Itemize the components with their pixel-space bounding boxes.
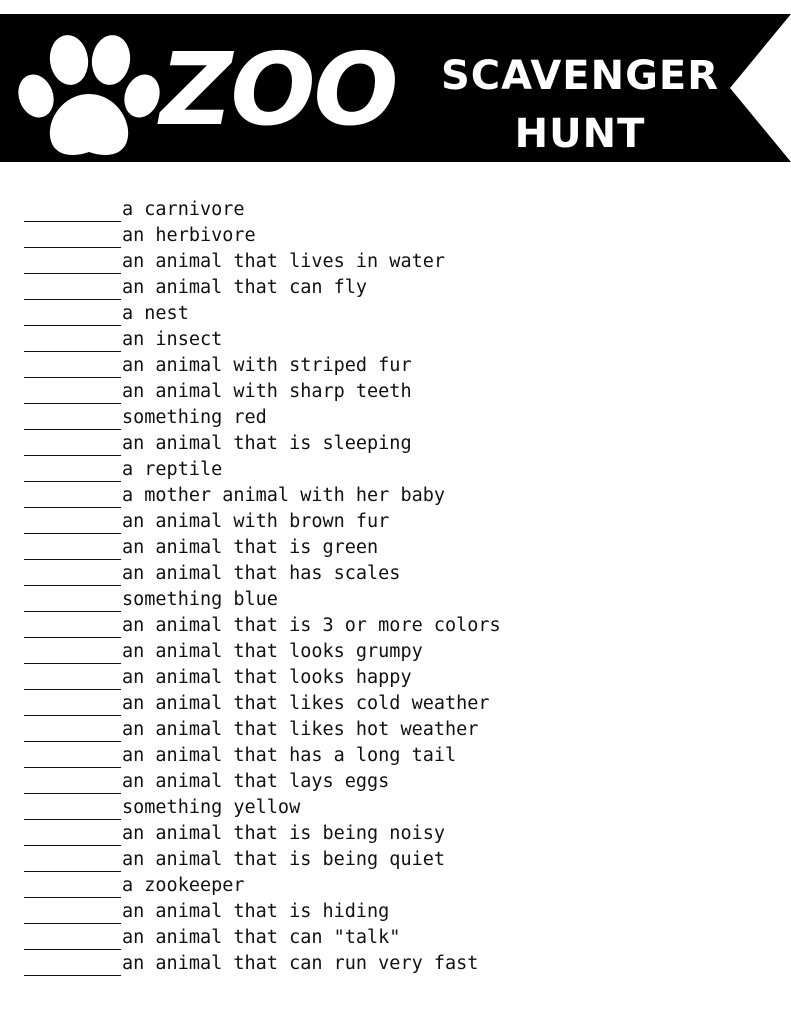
checklist-item-label: an animal that likes cold weather: [122, 693, 490, 714]
answer-blank-line[interactable]: [24, 435, 121, 456]
checklist-item: [24, 248, 501, 274]
answer-blank-line[interactable]: [24, 799, 121, 820]
checklist-item: [24, 586, 501, 612]
checklist-item-label: an animal that has a long tail: [122, 745, 457, 766]
answer-blank-line[interactable]: [24, 383, 121, 404]
checklist-item: [24, 664, 501, 690]
checklist-item-label: an animal that can "talk": [122, 927, 401, 948]
answer-blank-line[interactable]: [24, 305, 121, 326]
checklist-item-label: an animal that is being quiet: [122, 849, 446, 870]
answer-blank-line[interactable]: [24, 409, 121, 430]
checklist-item: [24, 508, 501, 534]
checklist-item: [24, 196, 501, 222]
checklist-item-label: a zookeeper: [122, 875, 245, 896]
checklist-item-label: an animal that can run very fast: [122, 953, 479, 974]
checklist-item-label: an animal that is 3 or more colors: [122, 615, 501, 636]
answer-blank-line[interactable]: [24, 227, 121, 248]
answer-blank-line[interactable]: [24, 513, 121, 534]
checklist-item-label: an animal with sharp teeth: [122, 381, 412, 402]
checklist-item-label: an animal that lives in water: [122, 251, 446, 272]
checklist-item: [24, 820, 501, 846]
answer-blank-line[interactable]: [24, 539, 121, 560]
answer-blank-line[interactable]: [24, 695, 121, 716]
checklist-item: [24, 300, 501, 326]
answer-blank-line[interactable]: [24, 487, 121, 508]
checklist-item: [24, 742, 501, 768]
answer-blank-line[interactable]: [24, 357, 121, 378]
checklist-item: [24, 326, 501, 352]
answer-blank-line[interactable]: [24, 669, 121, 690]
checklist-item: [24, 638, 501, 664]
answer-blank-line[interactable]: [24, 617, 121, 638]
answer-blank-line[interactable]: [24, 825, 121, 846]
checklist-item-label: an animal that is green: [122, 537, 379, 558]
answer-blank-line[interactable]: [24, 877, 121, 898]
checklist-item: [24, 222, 501, 248]
answer-blank-line[interactable]: [24, 643, 121, 664]
subtitle-hunt: HUNT: [514, 111, 646, 157]
answer-blank-line[interactable]: [24, 253, 121, 274]
answer-blank-line[interactable]: [24, 747, 121, 768]
checklist-item: [24, 768, 501, 794]
checklist-item-label: an animal that is being noisy: [122, 823, 446, 844]
scavenger-checklist: [24, 196, 501, 976]
checklist-item-label: an animal that looks happy: [122, 667, 412, 688]
checklist-item-label: a carnivore: [122, 199, 245, 220]
answer-blank-line[interactable]: [24, 903, 121, 924]
checklist-item: [24, 560, 501, 586]
checklist-item-label: an animal that has scales: [122, 563, 401, 584]
checklist-item: [24, 898, 501, 924]
checklist-item: [24, 378, 501, 404]
answer-blank-line[interactable]: [24, 331, 121, 352]
checklist-item: [24, 924, 501, 950]
checklist-item-label: an animal that can fly: [122, 277, 368, 298]
checklist-item: [24, 690, 501, 716]
checklist-item-label: an animal that likes hot weather: [122, 719, 479, 740]
checklist-item: [24, 404, 501, 430]
answer-blank-line[interactable]: [24, 773, 121, 794]
checklist-item: [24, 950, 501, 976]
paw-print-icon: [14, 34, 164, 164]
checklist-item-label: a mother animal with her baby: [122, 485, 446, 506]
answer-blank-line[interactable]: [24, 279, 121, 300]
checklist-item-label: something blue: [122, 589, 278, 610]
answer-blank-line[interactable]: [24, 955, 121, 976]
checklist-item-label: an animal that looks grumpy: [122, 641, 423, 662]
checklist-item: [24, 456, 501, 482]
checklist-item: [24, 482, 501, 508]
checklist-item: [24, 612, 501, 638]
checklist-item-label: an animal with striped fur: [122, 355, 412, 376]
checklist-item-label: a reptile: [122, 459, 223, 480]
checklist-item-label: an insect: [122, 329, 223, 350]
checklist-item-label: an herbivore: [122, 225, 256, 246]
answer-blank-line[interactable]: [24, 461, 121, 482]
checklist-item-label: something red: [122, 407, 267, 428]
checklist-item-label: an animal with brown fur: [122, 511, 390, 532]
answer-blank-line[interactable]: [24, 201, 121, 222]
answer-blank-line[interactable]: [24, 565, 121, 586]
checklist-item: [24, 872, 501, 898]
checklist-item: [24, 274, 501, 300]
zoo-title: ZOO: [160, 31, 397, 148]
checklist-item-label: an animal that is hiding: [122, 901, 390, 922]
checklist-item: [24, 716, 501, 742]
answer-blank-line[interactable]: [24, 721, 121, 742]
checklist-item: [24, 794, 501, 820]
checklist-item: [24, 534, 501, 560]
checklist-item: [24, 352, 501, 378]
checklist-item: [24, 846, 501, 872]
answer-blank-line[interactable]: [24, 929, 121, 950]
checklist-item: [24, 430, 501, 456]
answer-blank-line[interactable]: [24, 591, 121, 612]
subtitle-scavenger: SCAVENGER: [440, 53, 720, 99]
answer-blank-line[interactable]: [24, 851, 121, 872]
checklist-item-label: an animal that is sleeping: [122, 433, 412, 454]
header-banner: [0, 14, 791, 162]
checklist-item-label: a nest: [122, 303, 189, 324]
checklist-item-label: something yellow: [122, 797, 301, 818]
checklist-item-label: an animal that lays eggs: [122, 771, 390, 792]
